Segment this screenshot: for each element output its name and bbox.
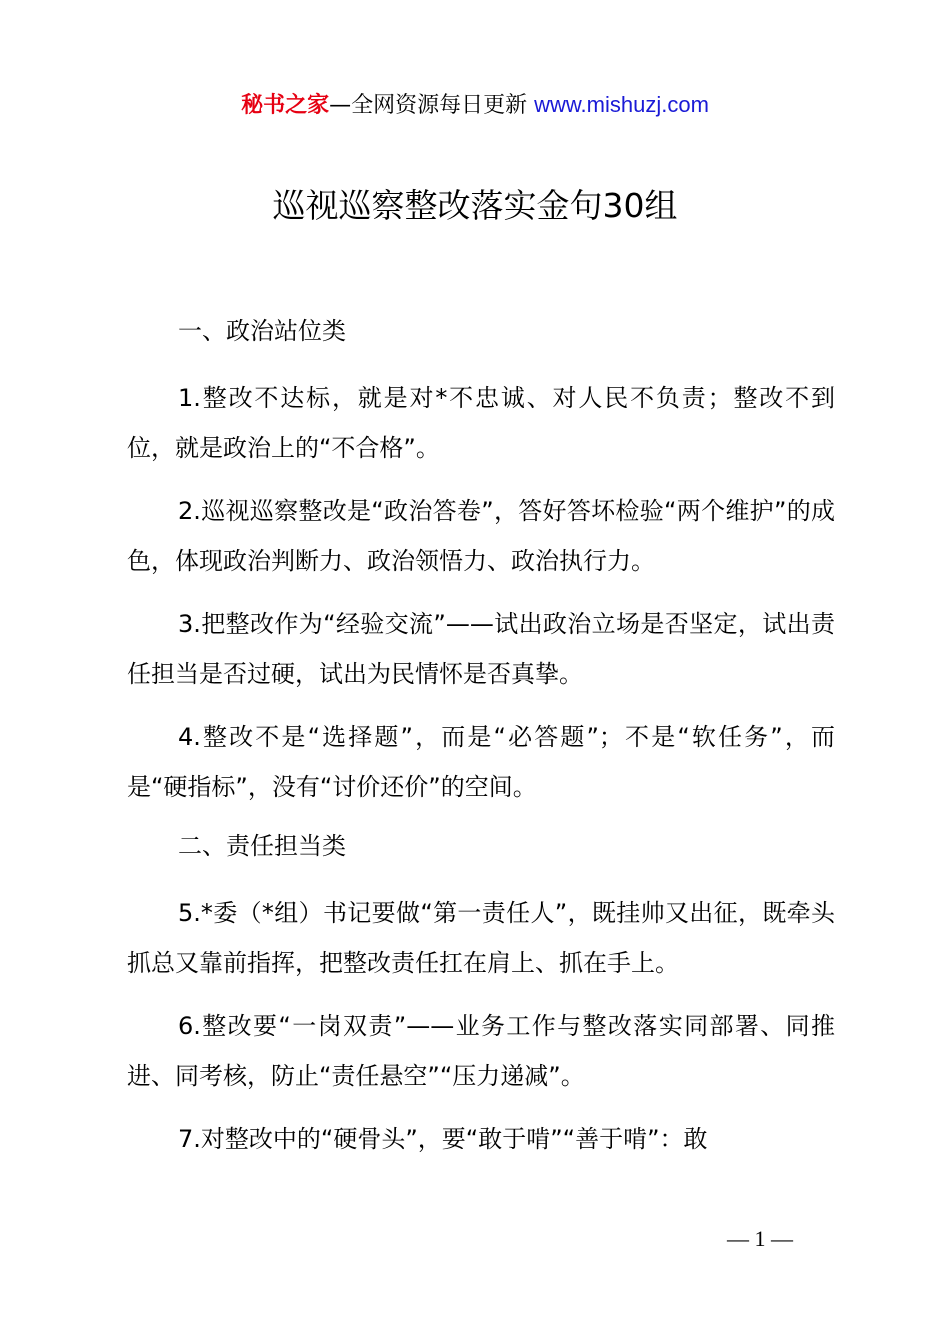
site-url-link[interactable]: www.mishuzj.com: [534, 92, 709, 117]
source-header: [0, 88, 950, 123]
section-heading-political: 一、政治站位类: [178, 317, 346, 345]
section-heading-responsibility: 二、责任担当类: [178, 832, 346, 860]
header-tagline: —全网资源每日更新: [329, 93, 535, 118]
list-item: 4.整改不是“选择题”，而是“必答题”；不是“软任务”，而是“硬指标”，没有“讨价还价”的空间。: [127, 723, 835, 801]
brand-name: 秘书之家: [241, 93, 330, 118]
page-number: — 1 —: [727, 1226, 793, 1251]
list-item: 5.*委（*组）书记要做“第一责任人”，既挂帅又出征，既牵头抓总又靠前指挥，把整改责任扛在肩上、抓在手上。: [127, 899, 835, 977]
list-item: 7.对整改中的“硬骨头”，要“敢于啃”“善于啃”：敢: [178, 1125, 708, 1153]
list-item: 2.巡视巡察整改是“政治答卷”，答好答坏检验“两个维护”的成色，体现政治判断力、政治领悟力、政治执行力。: [127, 497, 835, 575]
list-item: 3.把整改作为“经验交流”——试出政治立场是否坚定，试出责任担当是否过硬，试出为民情怀是否真挚。: [127, 610, 835, 688]
document-title: 巡视巡察整改落实金句30组: [272, 186, 678, 225]
document-body: [127, 310, 835, 1177]
list-item: 6.整改要“一岗双责”——业务工作与整改落实同部署、同推进、同考核，防止“责任悬空”“压力递减”。: [127, 1012, 835, 1090]
list-item: 1.整改不达标，就是对*不忠诚、对人民不负责；整改不到位，就是政治上的“不合格”。: [127, 384, 835, 462]
